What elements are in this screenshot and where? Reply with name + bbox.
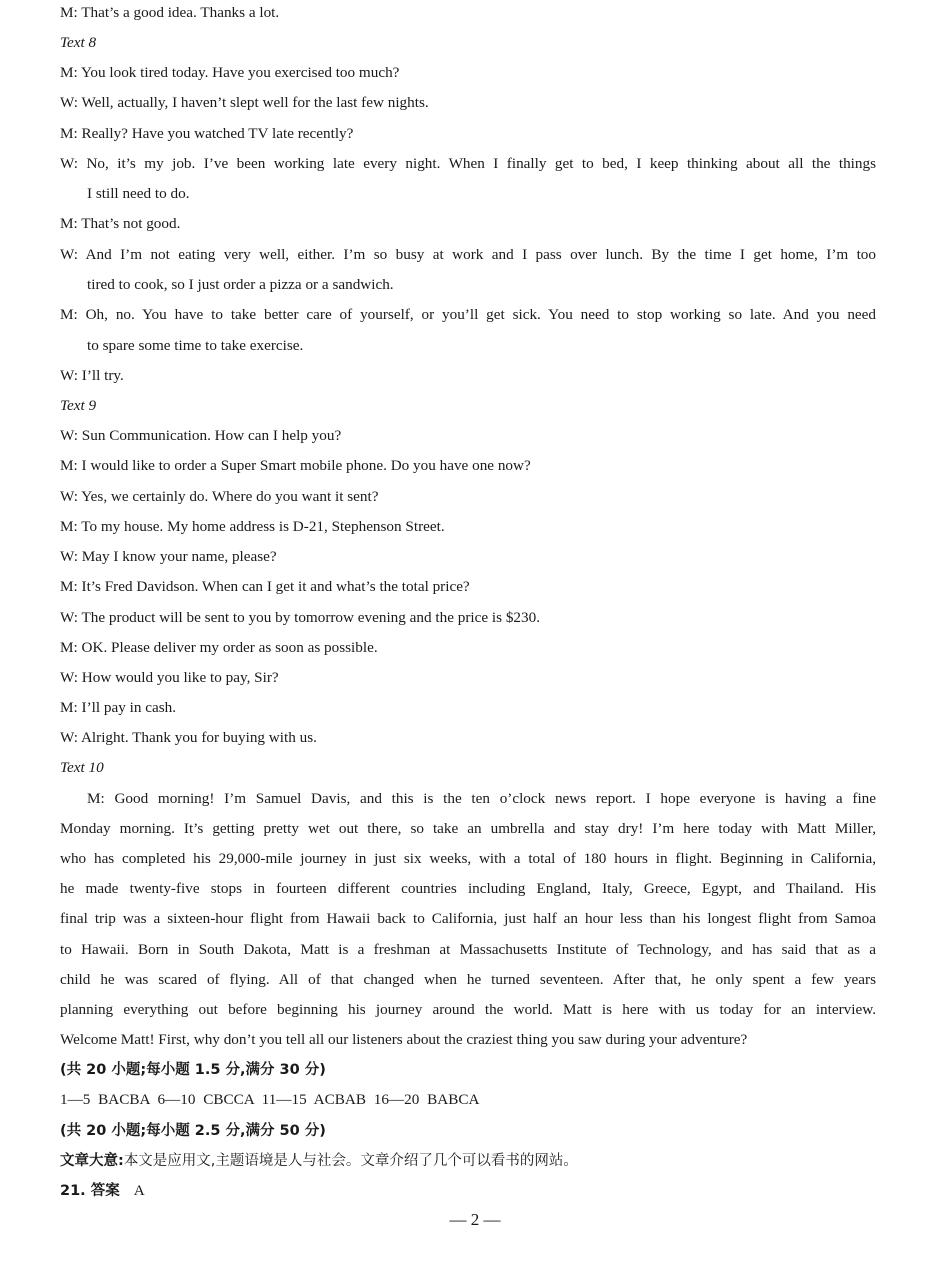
dialogue-line: W: Sun Communication. How can I help you? xyxy=(60,427,342,444)
monologue-line: final trip was a sixteen-hour flight from Hawaii back to California, just half an hour less than his longest flight from Samoa xyxy=(60,910,876,927)
dialogue-line: M: I’ll pay in cash. xyxy=(60,699,176,716)
dialogue-line: W: Well, actually, I haven’t slept well for the last few nights. xyxy=(60,94,429,111)
answer-key-line: 1—5 BACBA 6—10 CBCCA 11—15 ACBAB 16—20 BABCA xyxy=(60,1091,480,1108)
section-scoring-header: (共 20 小题;每小题 2.5 分,满分 50 分) xyxy=(60,1123,326,1139)
monologue-line: M: Good morning! I’m Samuel Davis, and this is the ten o’clock news report. I hope everyone is having a fine xyxy=(87,790,876,807)
dialogue-line: W: Yes, we certainly do. Where do you want it sent? xyxy=(60,488,379,505)
dialogue-line: M: Oh, no. You have to take better care of yourself, or you’ll get sick. You need to stop working so late. And you need xyxy=(60,306,876,323)
section-heading-text-10: Text 10 xyxy=(60,759,104,776)
dialogue-line: W: How would you like to pay, Sir? xyxy=(60,669,279,686)
question-answer-label: 21. 答案 xyxy=(60,1183,120,1199)
article-summary-text: 本文是应用文,主题语境是人与社会。文章介绍了几个可以看书的网站。 xyxy=(123,1153,578,1169)
dialogue-line: W: And I’m not eating very well, either. I’m so busy at work and I pass over lunch. By the time I get home, I’m too xyxy=(60,246,876,263)
dialogue-line: W: I’ll try. xyxy=(60,367,124,384)
section-heading-text-8: Text 8 xyxy=(60,34,97,51)
question-answer-value: A xyxy=(133,1182,145,1199)
section-heading-text-9: Text 9 xyxy=(60,397,97,414)
section-scoring-header: (共 20 小题;每小题 1.5 分,满分 30 分) xyxy=(60,1062,326,1078)
question-answer xyxy=(60,1181,145,1201)
monologue-line: planning everything out before beginning his journey around the world. Matt is here with us today for an interview. xyxy=(60,1001,876,1018)
monologue-line: he made twenty-five stops in fourteen different countries including England, Italy, Greece, Egypt, and Thailand. His xyxy=(60,880,876,897)
monologue-line: Monday morning. It’s getting pretty wet out there, so take an umbrella and stay dry! I’m here today with Matt Miller, xyxy=(60,820,876,837)
monologue-line: to Hawaii. Born in South Dakota, Matt is a freshman at Massachusetts Institute of Technology, and has said that as a xyxy=(60,941,876,958)
dialogue-line-continuation: tired to cook, so I just order a pizza or a sandwich. xyxy=(87,276,394,293)
dialogue-line-continuation: to spare some time to take exercise. xyxy=(87,337,304,354)
dialogue-line-continuation: I still need to do. xyxy=(87,185,190,202)
monologue-line: Welcome Matt! First, why don’t you tell all our listeners about the craziest thing you saw during your adventure? xyxy=(60,1031,748,1048)
page-number: — 2 — xyxy=(449,1210,501,1229)
article-summary xyxy=(60,1151,578,1171)
dialogue-line: W: No, it’s my job. I’ve been working late every night. When I finally get to bed, I keep thinking about all the things xyxy=(60,155,876,172)
monologue-line: child he was scared of flying. All of that changed when he turned seventeen. After that, he only spent a few years xyxy=(60,971,876,988)
dialogue-line: M: That’s not good. xyxy=(60,215,181,232)
dialogue-line: W: Alright. Thank you for buying with us. xyxy=(60,729,317,746)
dialogue-line: M: I would like to order a Super Smart mobile phone. Do you have one now? xyxy=(60,457,531,474)
dialogue-line: M: You look tired today. Have you exercised too much? xyxy=(60,64,400,81)
dialogue-line: M: Really? Have you watched TV late recently? xyxy=(60,125,354,142)
dialogue-line: M: That’s a good idea. Thanks a lot. xyxy=(60,4,280,21)
dialogue-line: W: The product will be sent to you by tomorrow evening and the price is $230. xyxy=(60,609,540,626)
dialogue-line: M: OK. Please deliver my order as soon as possible. xyxy=(60,639,378,656)
dialogue-line: M: It’s Fred Davidson. When can I get it and what’s the total price? xyxy=(60,578,470,595)
dialogue-line: M: To my house. My home address is D-21, Stephenson Street. xyxy=(60,518,445,535)
dialogue-line: W: May I know your name, please? xyxy=(60,548,277,565)
article-summary-label: 文章大意: xyxy=(60,1153,124,1169)
monologue-line: who has completed his 29,000-mile journey in just six weeks, with a total of 180 hours in flight. Beginning in California, xyxy=(60,850,876,867)
